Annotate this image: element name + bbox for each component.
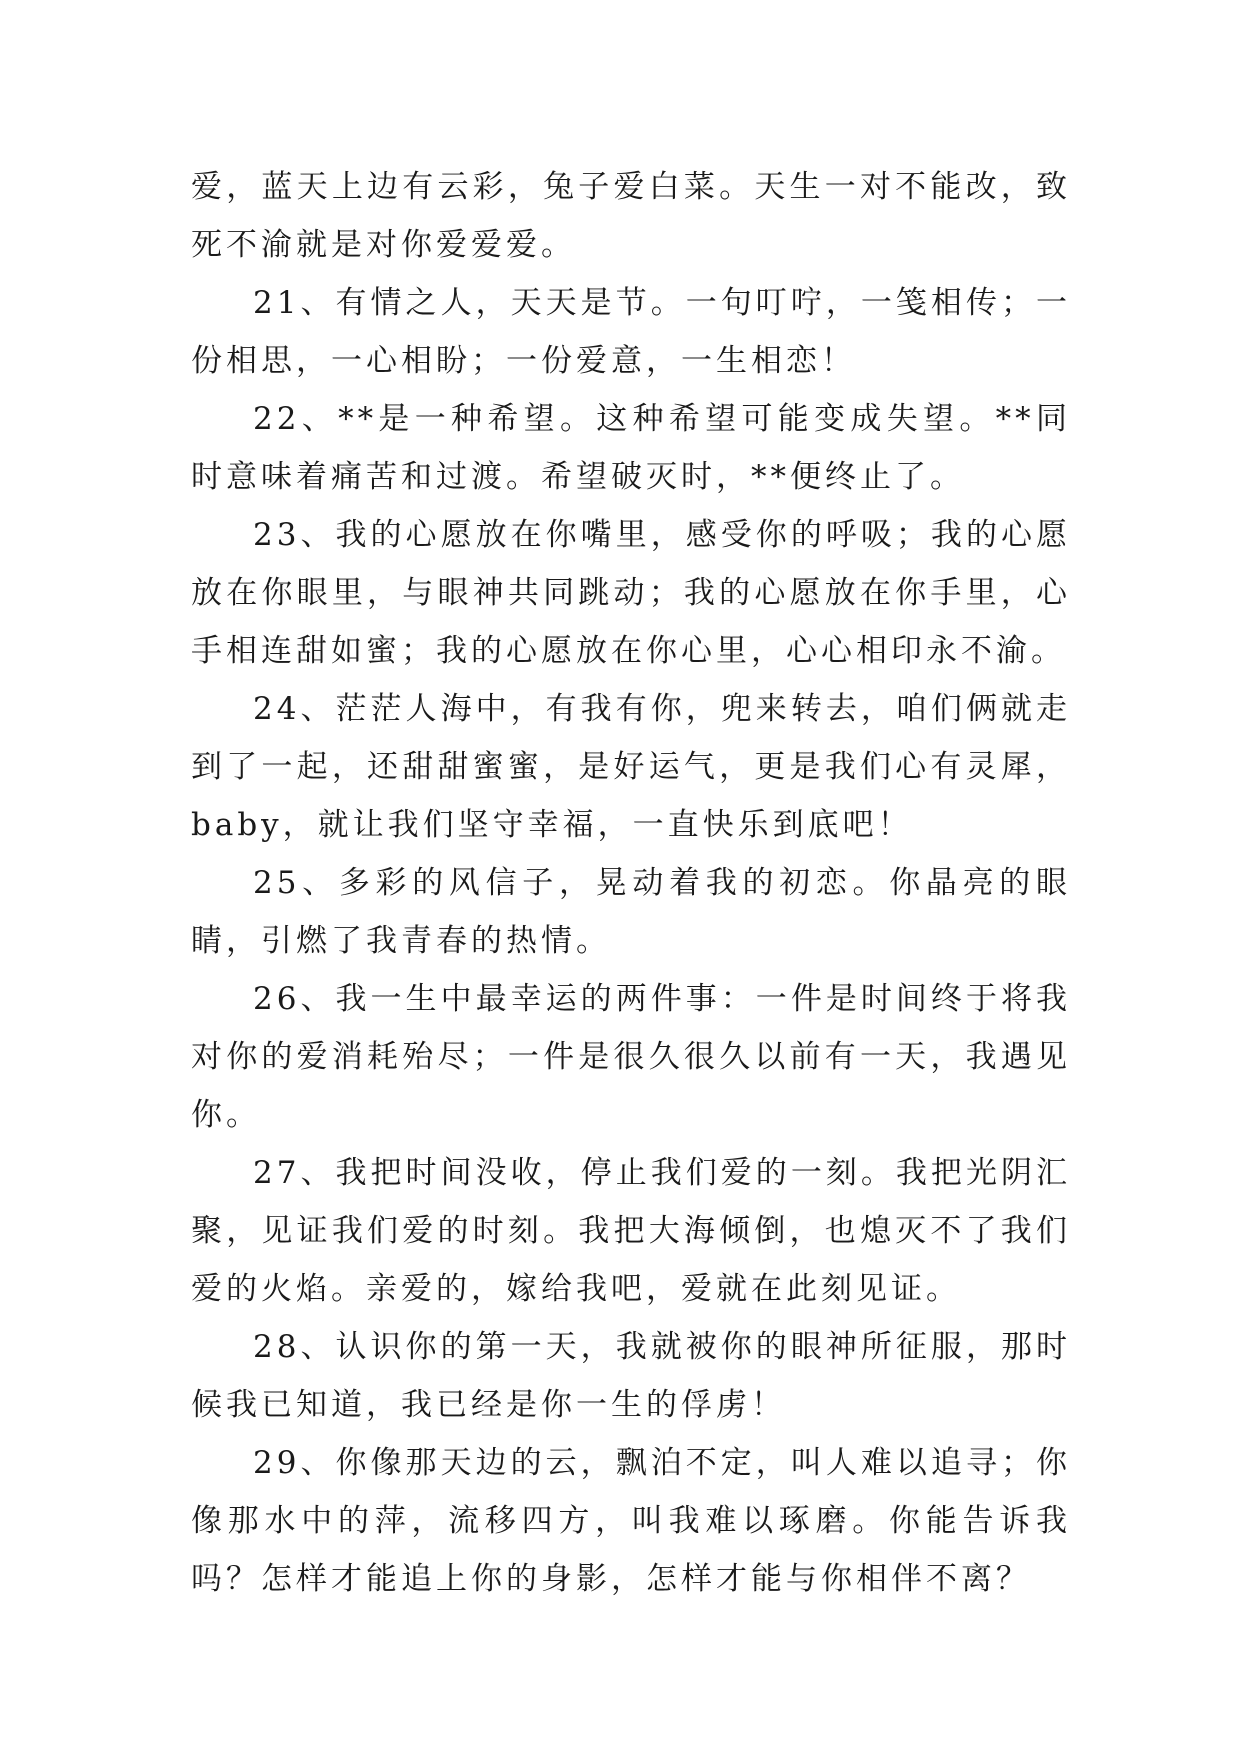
document-body [191, 158, 1071, 1608]
paragraph-25: 25、多彩的风信子，晃动着我的初恋。你晶亮的眼睛，引燃了我青春的热情。 [191, 865, 1071, 959]
paragraph-22: 22、**是一种希望。这种希望可能变成失望。**同时意味着痛苦和过渡。希望破灭时，**便终止了。 [191, 401, 1071, 495]
paragraph-28: 28、认识你的第一天，我就被你的眼神所征服，那时候我已知道，我已经是你一生的俘虏！ [191, 1329, 1071, 1423]
paragraph-27: 27、我把时间没收，停止我们爱的一刻。我把光阴汇聚，见证我们爱的时刻。我把大海倾倒，也熄灭不了我们爱的火焰。亲爱的，嫁给我吧，爱就在此刻见证。 [191, 1155, 1071, 1307]
paragraph-20-continuation: 爱，蓝天上边有云彩，兔子爱白菜。天生一对不能改，致死不渝就是对你爱爱爱。 [191, 169, 1071, 263]
paragraph-23: 23、我的心愿放在你嘴里，感受你的呼吸；我的心愿放在你眼里，与眼神共同跳动；我的心愿放在你手里，心手相连甜如蜜；我的心愿放在你心里，心心相印永不渝。 [191, 517, 1071, 669]
paragraph-26: 26、我一生中最幸运的两件事：一件是时间终于将我对你的爱消耗殆尽；一件是很久很久以前有一天，我遇见你。 [191, 981, 1071, 1133]
paragraph-21: 21、有情之人，天天是节。一句叮咛，一笺相传；一份相思，一心相盼；一份爱意，一生相恋！ [191, 285, 1071, 379]
paragraph-29: 29、你像那天边的云，飘泊不定，叫人难以追寻；你像那水中的萍，流移四方，叫我难以琢磨。你能告诉我吗？怎样才能追上你的身影，怎样才能与你相伴不离？ [191, 1445, 1071, 1597]
paragraph-24: 24、茫茫人海中，有我有你，兜来转去，咱们俩就走到了一起，还甜甜蜜蜜，是好运气，更是我们心有灵犀，baby，就让我们坚守幸福，一直快乐到底吧！ [191, 691, 1071, 843]
